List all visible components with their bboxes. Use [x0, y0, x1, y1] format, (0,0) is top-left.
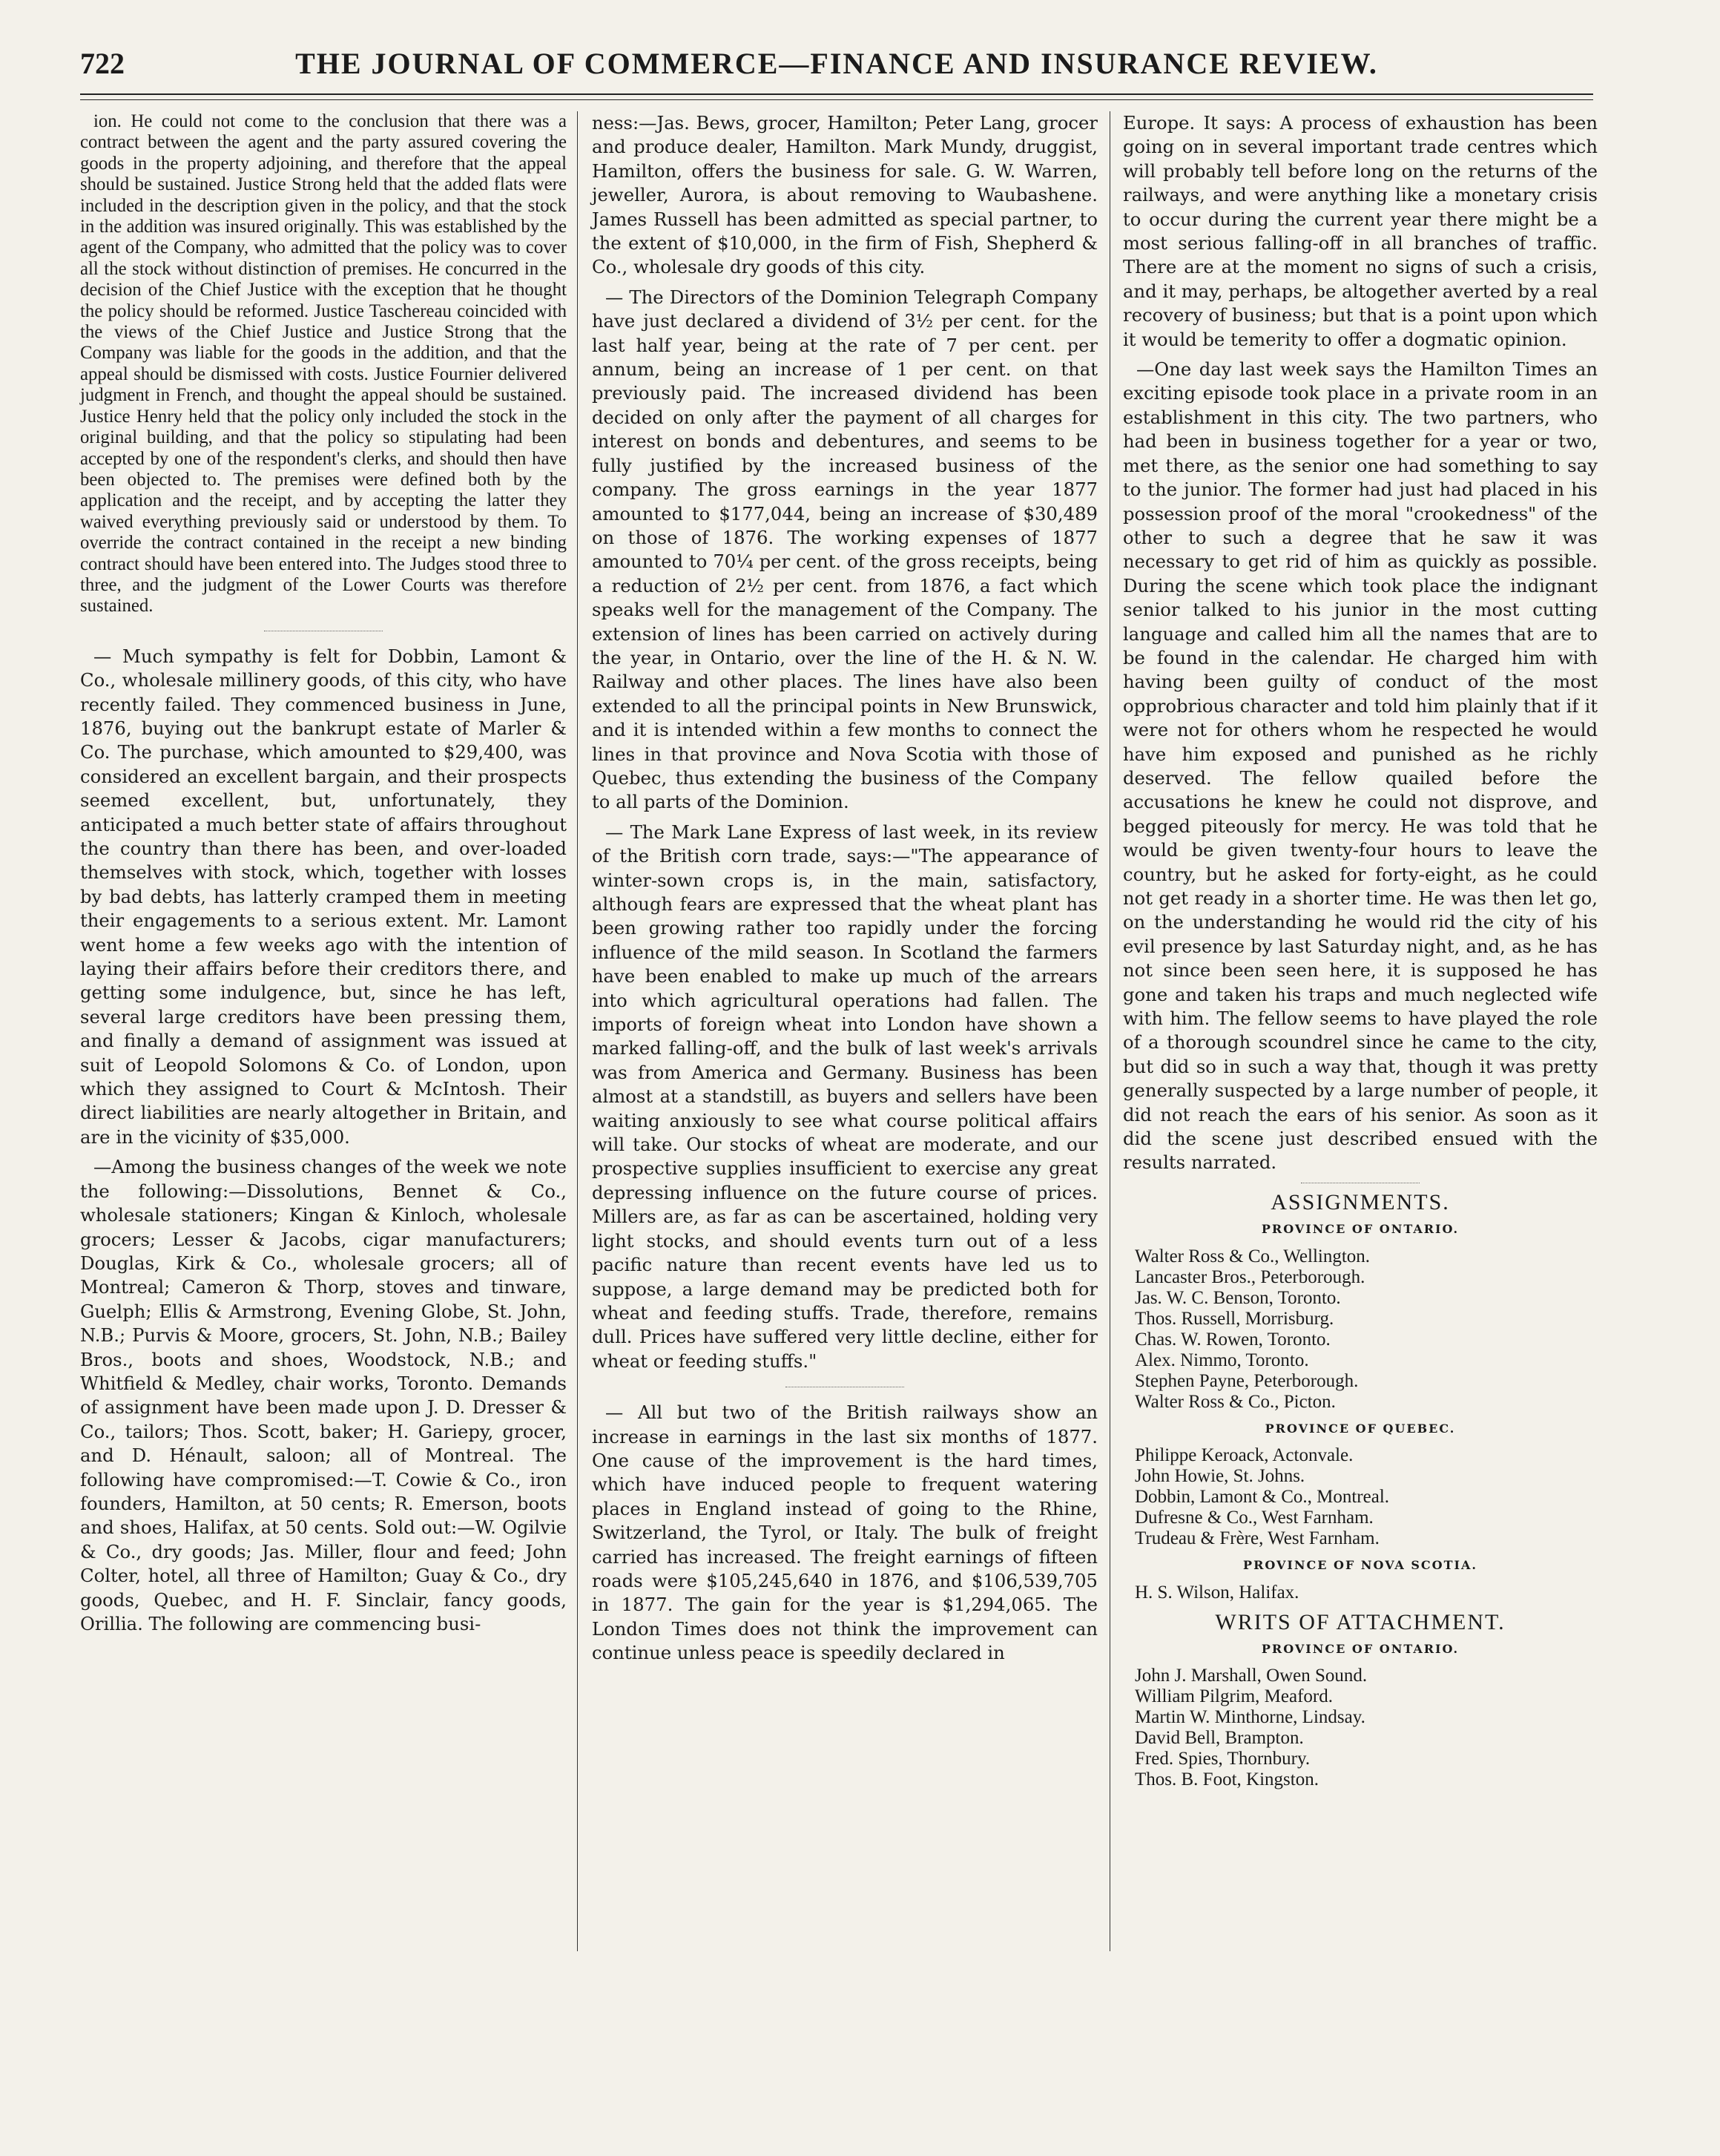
article-british-railways: — All but two of the British railways show an increase in earnings in the last six months of 1877. One cause of the improvement is the hard times, which have induced people to frequent watering places in England instead of going to the Rhine, Switzerland, the Tyrol, or Italy. The bulk of freight carried has increased. The freight earnings of fifteen roads were $105,245,640 in 1876, and $106,539,705 in 1877. The gain for the year is $1,294,065. The London Times does not think the improvement can continue unless peace is speedily declared in: [592, 1401, 1098, 1664]
list-item: John J. Marshall, Owen Sound.: [1135, 1666, 1368, 1686]
list-item: Chas. W. Rowen, Toronto.: [1135, 1329, 1331, 1350]
article-court-judgment: ion. He could not come to the conclusion that there was a contract between the agent and the party assured covering the goods in the property adjoining, and therefore that the appeal should be sustained. Justice Strong held that the added flats were included in the description given in the policy, and that the stock in the addition was insured originally. This was established by the agent of the Company, who admitted that the policy was to cover all the stock without distinction of premises. He concurred in the decision of the Chief Justice with the exception that he thought the policy should be reformed. Justice Taschereau coincided with the views of the Chief Justice and Justice Strong that the Company was liable for the goods in the addition, and that the appeal should be dismissed with costs. Justice Fournier delivered judgment in French, and thought the appeal should be sustained. Justice Henry held that the policy only included the stock in the original building, and that the policy so stipulating had been accepted by one of the respondent's clerks, and should then have been objected to. The premises were defined both by the application and the receipt, and by accepting the latter they waived everything previously said or understood by them. To override the contract contained in the receipt a new binding contract should have been entered into. The Judges stood three to three, and the judgment of the Lower Courts was therefore sustained.: [80, 111, 567, 617]
list-item: Jas. W. C. Benson, Toronto.: [1135, 1287, 1341, 1308]
list-item: Philippe Keroack, Actonvale.: [1135, 1445, 1354, 1466]
column-divider: [577, 111, 578, 1951]
article-business-continued: ness:—Jas. Bews, grocer, Hamilton; Peter Lang, grocer and produce dealer, Hamilton. Mark Mundy, druggist, Hamilton, offers the business for sale. G. W. Warren, jeweller, Aurora, is about removing to Waubashene. James Russell has been admitted as special partner, to the extent of $10,000, in the firm of Fish, Shepherd & Co., wholesale dry goods of this city.: [592, 112, 1098, 278]
article-business-changes: —Among the business changes of the week we note the following:—Dissolutions, Bennet & Co., wholesale stationers; Kingan & Kinloch, wholesale grocers; Lesser & Jacobs, cigar manufacturers; Douglas, Kirk & Co., wholesale grocers; all of Montreal; Cameron & Thorp, stoves and tinware, Guelph; Ellis & Armstrong, Evening Globe, St. John, N.B.; Purvis & Moore, grocers, St. John, N.B.; Bailey Bros., boots and shoes, Woodstock, N.B.; and Whitfield & Medley, chair works, Toronto. Demands of assignment have been made upon J. D. Dresser & Co., tailors; Thos. Scott, baker; H. Gariepy, grocer, and D. Hénault, saloon; all of Montreal. The following have compromised:—T. Cowie & Co., iron founders, Hamilton, at 50 cents; R. Emerson, boots and shoes, Halifax, at 50 cents. Sold out:—W. Ogilvie & Co., dry goods; Jas. Miller, flour and feed; John Colter, hotel, all three of Hamilton; Guay & Co., dry goods, Quebec, and H. F. Sinclair, fancy goods, Orillia. The following are commencing busi-: [80, 1156, 567, 1634]
page-number: 722: [80, 47, 125, 80]
writs-province-label: PROVINCE OF ONTARIO.: [1261, 1641, 1460, 1656]
quebec-assignments-list: [1123, 1445, 1598, 1549]
journal-title: THE JOURNAL OF COMMERCE—FINANCE AND INSURANCE REVIEW.: [295, 47, 1378, 80]
page-header: [80, 46, 1593, 96]
list-item: William Pilgrim, Meaford.: [1135, 1686, 1334, 1707]
list-item: Dufresne & Co., West Farnham.: [1135, 1508, 1374, 1528]
list-item: Fred. Spies, Thornbury.: [1135, 1749, 1311, 1769]
column-2: [592, 111, 1098, 1672]
list-item: John Howie, St. Johns.: [1135, 1466, 1305, 1487]
list-item: Alex. Nimmo, Toronto.: [1135, 1350, 1309, 1370]
list-item: Thos. B. Foot, Kingston.: [1135, 1769, 1319, 1790]
header-rule: [80, 93, 1593, 95]
list-item: Martin W. Minthorne, Lindsay.: [1135, 1707, 1365, 1728]
article-dobbin-lamont: — Much sympathy is felt for Dobbin, Lamont & Co., wholesale millinery goods, of this city, who have recently failed. They commenced business in June, 1876, buying out the bankrupt estate of Marler & Co. The purchase, which amounted to $29,400, was considered an excellent bargain, and their prospects seemed excellent, but, unfortunately, they anticipated a much better state of affairs throughout the country than there has been, and over-loaded themselves with stock, which, together with losses by bad debts, has latterly cramped them in meeting their engagements to a serious extent. Mr. Lamont went home a few weeks ago with the intention of laying their affairs before their creditors there, and getting some indulgence, but, since he has left, several large creditors have been pressing them, and finally a demand of assignment was issued at suit of Leopold Solomons & Co. of London, upon which they assigned to Court & McIntosh. Their direct liabilities are nearly altogether in Britain, and are in the vicinity of $35,000.: [80, 645, 567, 1148]
province-quebec-label: PROVINCE OF QUEBEC.: [1265, 1421, 1456, 1436]
column-3: [1123, 111, 1598, 1795]
province-ontario-label: PROVINCE OF ONTARIO.: [1261, 1222, 1460, 1237]
writs-list: [1123, 1666, 1598, 1790]
list-item: Lancaster Bros., Peterborough.: [1135, 1266, 1365, 1287]
list-item: David Bell, Brampton.: [1135, 1728, 1304, 1749]
list-item: Walter Ross & Co., Wellington.: [1135, 1246, 1371, 1266]
list-item: Trudeau & Frère, West Farnham.: [1135, 1528, 1380, 1549]
header-rule-thin: [80, 99, 1593, 100]
assignments-heading: ASSIGNMENTS.: [1271, 1189, 1450, 1215]
article-corn-trade: — The Mark Lane Express of last week, in its review of the British corn trade, says:—"The appearance of winter-sown crops is, in the main, satisfactory, although fears are expressed that the wheat plant has been growing rather too rapidly under the forcing influence of the mild season. In Scotland the farmers have been enabled to make up much of the arrears into which agricultural operations had fallen. The imports of foreign wheat into London have shown a marked falling-off, and the bulk of last week's arrivals was from America and Germany. Business has been almost at a standstill, as buyers and sellers have been waiting anxiously to see what course political affairs will take. Our stocks of wheat are moderate, and our prospective supplies insufficient to exercise any great depressing influence on the future course of prices. Millers are, as far as can be ascertained, holding very light stocks, and should events turn out of a less pacific nature than recent events have led us to suppose, a large demand may be predicted both for wheat and feeding stuffs. Trade, therefore, remains dull. Prices have suffered very little decline, either for wheat or feeding stuffs.": [592, 821, 1098, 1372]
list-item: Stephen Payne, Peterborough.: [1135, 1370, 1359, 1391]
ontario-assignments-list: [1123, 1246, 1598, 1413]
column-1: [80, 111, 567, 1642]
article-dominion-telegraph: — The Directors of the Dominion Telegraph Company have just declared a dividend of 3½ per cent. for the last half year, being at the rate of 7 per cent. per annum, being an increase of 1 per cent. on that previously paid. The increased dividend has been decided on only after the payment of all charges for interest on bonds and debentures, and seems to be fully justified by the increased business of the company. The gross earnings in the year 1877 amounted to $177,044, being an increase of $30,489 on those of 1876. The working expenses of 1877 amounted to 70¼ per cent. of the gross receipts, being a reduction of 2½ per cent. from 1876, a fact which speaks well for the management of the Company. The extension of lines has been carried on actively during the year, in Ontario, over the line of the H. & N. W. Railway and other places. The lines have also been extended to all the principal points in New Brunswick, and it is intended within a few months to connect the lines in that province and Nova Scotia with those of Quebec, thus extending the business of the Company to all parts of the Dominion.: [592, 286, 1098, 813]
nova-scotia-assignments-list: [1123, 1583, 1598, 1603]
article-hamilton-episode: —One day last week says the Hamilton Times an exciting episode took place in a private room in an establishment in this city. The two partners, who had been in business together for a year or two, met there, as the senior one had something to say to the junior. The former had just had placed in his possession proof of the moral "crookedness" of the other to such a degree that he saw it was necessary to get rid of him as quickly as possible. During the scene which took place the indignant senior talked to his junior in the most cutting language and called him all the names that are to be found in the calendar. He charged him with having been guilty of conduct of the most opprobrious character and told him plainly that if it were not for others whom he respected he would have him exposed and punished as he richly deserved. The fellow quailed before the accusations he knew he could not disprove, and begged piteously for mercy. He was told that he would be given twenty-four hours to leave the country, but he asked for forty-eight, as he could not get ready in a shorter time. He was then let go, on the understanding he would rid the city of his evil presence by last Saturday night, and, as he has not since been seen here, it is supposed he has gone and taken his traps and much neglected wife with him. The fellow seems to have played the role of a thorough scoundrel since he came to the city, but did so in such a way that, though it was pretty generally suspected by a large number of people, it did not reach the ears of his senior. As soon as it did the scene just described ensued with the results narrated.: [1123, 358, 1598, 1174]
article-railways-continued: Europe. It says: A process of exhaustion has been going on in several important trade centres which will probably tell before long on the returns of the railways, and were anything like a monetary crisis to occur during the current year there might be a most serious falling-off in all branches of traffic. There are at the moment no signs of such a crisis, and it may, perhaps, be altogether averted by a real recovery of business; but that is a point upon which it would be temerity to offer a dogmatic opinion.: [1123, 112, 1598, 350]
list-item: Thos. Russell, Morrisburg.: [1135, 1308, 1334, 1329]
writs-heading: WRITS OF ATTACHMENT.: [1215, 1609, 1506, 1634]
province-nova-scotia-label: PROVINCE OF NOVA SCOTIA.: [1243, 1558, 1477, 1573]
list-item: Dobbin, Lamont & Co., Montreal.: [1135, 1487, 1390, 1508]
list-item: H. S. Wilson, Halifax.: [1135, 1582, 1299, 1603]
list-item: Walter Ross & Co., Picton.: [1135, 1391, 1336, 1412]
